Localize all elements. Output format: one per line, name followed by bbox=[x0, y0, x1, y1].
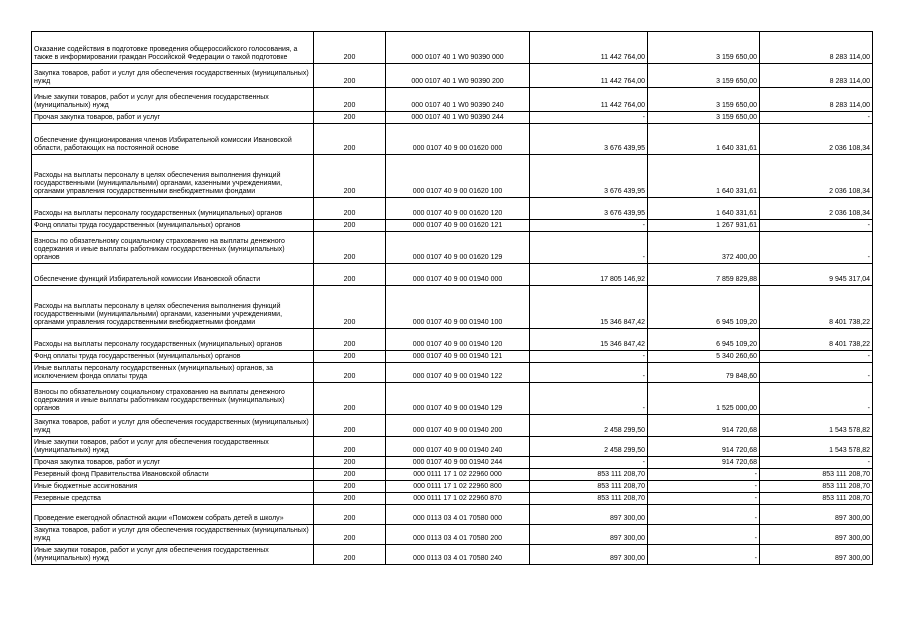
approved-amount: - bbox=[530, 457, 648, 469]
table-row bbox=[32, 112, 873, 124]
line-code: 200 bbox=[314, 481, 386, 493]
unexecuted-amount: - bbox=[760, 232, 873, 264]
unexecuted-amount: - bbox=[760, 363, 873, 383]
executed-amount: 914 720,68 bbox=[648, 415, 760, 437]
table-row bbox=[32, 383, 873, 415]
approved-amount: 897 300,00 bbox=[530, 545, 648, 565]
executed-amount: - bbox=[648, 481, 760, 493]
unexecuted-amount: 853 111 208,70 bbox=[760, 493, 873, 505]
item-name: Расходы на выплаты персоналу в целях обеспечения выполнения функций государственными (муниципальными) органами, казенными учреждениями, органами управления государственными внебюджетными фондами bbox=[32, 286, 314, 329]
line-code: 200 bbox=[314, 88, 386, 112]
unexecuted-amount: 8 401 738,22 bbox=[760, 286, 873, 329]
table-row bbox=[32, 363, 873, 383]
budget-classification-code: 000 0113 03 4 01 70580 240 bbox=[386, 545, 530, 565]
executed-amount: 3 159 650,00 bbox=[648, 112, 760, 124]
executed-amount: 1 267 931,61 bbox=[648, 220, 760, 232]
executed-amount: - bbox=[648, 493, 760, 505]
executed-amount: 3 159 650,00 bbox=[648, 32, 760, 64]
budget-classification-code: 000 0107 40 9 00 01940 240 bbox=[386, 437, 530, 457]
line-code: 200 bbox=[314, 220, 386, 232]
item-name: Расходы на выплаты персоналу государственных (муниципальных) органов bbox=[32, 329, 314, 351]
line-code: 200 bbox=[314, 232, 386, 264]
executed-amount: 5 340 260,60 bbox=[648, 351, 760, 363]
item-name: Прочая закупка товаров, работ и услуг bbox=[32, 457, 314, 469]
unexecuted-amount: 8 283 114,00 bbox=[760, 88, 873, 112]
item-name: Закупка товаров, работ и услуг для обеспечения государственных (муниципальных) нужд bbox=[32, 64, 314, 88]
budget-classification-code: 000 0107 40 9 00 01620 121 bbox=[386, 220, 530, 232]
line-code: 200 bbox=[314, 198, 386, 220]
table-row bbox=[32, 545, 873, 565]
table-row bbox=[32, 493, 873, 505]
item-name: Иные бюджетные ассигнования bbox=[32, 481, 314, 493]
unexecuted-amount: - bbox=[760, 112, 873, 124]
executed-amount: 7 859 829,88 bbox=[648, 264, 760, 286]
unexecuted-amount: 2 036 108,34 bbox=[760, 155, 873, 198]
item-name: Взносы по обязательному социальному страхованию на выплаты денежного содержания и иные выплаты работникам государственных (муниципальных) органов bbox=[32, 383, 314, 415]
unexecuted-amount: 8 401 738,22 bbox=[760, 329, 873, 351]
approved-amount: - bbox=[530, 232, 648, 264]
item-name: Оказание содействия в подготовке проведения общероссийского голосования, а также в информировании граждан Российской Федерации о такой подготовке bbox=[32, 32, 314, 64]
item-name: Иные закупки товаров, работ и услуг для обеспечения государственных (муниципальных) нужд bbox=[32, 88, 314, 112]
item-name: Иные выплаты персоналу государственных (муниципальных) органов, за исключением фонда оплаты труда bbox=[32, 363, 314, 383]
budget-classification-code: 000 0107 40 9 00 01940 000 bbox=[386, 264, 530, 286]
table-row bbox=[32, 329, 873, 351]
unexecuted-amount: 853 111 208,70 bbox=[760, 481, 873, 493]
approved-amount: 3 676 439,95 bbox=[530, 155, 648, 198]
table-row bbox=[32, 437, 873, 457]
table-row bbox=[32, 351, 873, 363]
approved-amount: - bbox=[530, 383, 648, 415]
unexecuted-amount: 9 945 317,04 bbox=[760, 264, 873, 286]
approved-amount: - bbox=[530, 351, 648, 363]
executed-amount: 1 640 331,61 bbox=[648, 155, 760, 198]
line-code: 200 bbox=[314, 329, 386, 351]
budget-classification-code: 000 0107 40 1 W0 90390 000 bbox=[386, 32, 530, 64]
item-name: Взносы по обязательному социальному страхованию на выплаты денежного содержания и иные выплаты работникам государственных (муниципальных) органов bbox=[32, 232, 314, 264]
unexecuted-amount: - bbox=[760, 383, 873, 415]
unexecuted-amount: 8 283 114,00 bbox=[760, 64, 873, 88]
budget-classification-code: 000 0107 40 9 00 01620 129 bbox=[386, 232, 530, 264]
line-code: 200 bbox=[314, 383, 386, 415]
budget-classification-code: 000 0113 03 4 01 70580 000 bbox=[386, 505, 530, 525]
executed-amount: 914 720,68 bbox=[648, 437, 760, 457]
executed-amount: - bbox=[648, 505, 760, 525]
executed-amount: 3 159 650,00 bbox=[648, 88, 760, 112]
table-row bbox=[32, 232, 873, 264]
budget-classification-code: 000 0107 40 9 00 01940 120 bbox=[386, 329, 530, 351]
approved-amount: 2 458 299,50 bbox=[530, 415, 648, 437]
table-row bbox=[32, 124, 873, 155]
table-row bbox=[32, 481, 873, 493]
budget-classification-code: 000 0107 40 1 W0 90390 240 bbox=[386, 88, 530, 112]
item-name: Обеспечение функций Избирательной комиссии Ивановской области bbox=[32, 264, 314, 286]
item-name: Резервные средства bbox=[32, 493, 314, 505]
item-name: Закупка товаров, работ и услуг для обеспечения государственных (муниципальных) нужд bbox=[32, 415, 314, 437]
executed-amount: 6 945 109,20 bbox=[648, 329, 760, 351]
budget-classification-code: 000 0107 40 9 00 01620 120 bbox=[386, 198, 530, 220]
approved-amount: - bbox=[530, 112, 648, 124]
line-code: 200 bbox=[314, 363, 386, 383]
table-row bbox=[32, 469, 873, 481]
approved-amount: 3 676 439,95 bbox=[530, 124, 648, 155]
unexecuted-amount: 2 036 108,34 bbox=[760, 124, 873, 155]
approved-amount: 853 111 208,70 bbox=[530, 481, 648, 493]
line-code: 200 bbox=[314, 525, 386, 545]
executed-amount: - bbox=[648, 545, 760, 565]
line-code: 200 bbox=[314, 493, 386, 505]
line-code: 200 bbox=[314, 286, 386, 329]
budget-table-body bbox=[32, 32, 873, 565]
budget-classification-code: 000 0111 17 1 02 22960 800 bbox=[386, 481, 530, 493]
item-name: Фонд оплаты труда государственных (муниципальных) органов bbox=[32, 220, 314, 232]
budget-classification-code: 000 0113 03 4 01 70580 200 bbox=[386, 525, 530, 545]
approved-amount: 11 442 764,00 bbox=[530, 88, 648, 112]
budget-classification-code: 000 0111 17 1 02 22960 000 bbox=[386, 469, 530, 481]
unexecuted-amount: 2 036 108,34 bbox=[760, 198, 873, 220]
budget-classification-code: 000 0107 40 9 00 01940 244 bbox=[386, 457, 530, 469]
item-name: Проведение ежегодной областной акции «Поможем собрать детей в школу» bbox=[32, 505, 314, 525]
budget-classification-code: 000 0107 40 9 00 01940 122 bbox=[386, 363, 530, 383]
approved-amount: 11 442 764,00 bbox=[530, 64, 648, 88]
approved-amount: - bbox=[530, 220, 648, 232]
table-row bbox=[32, 198, 873, 220]
budget-classification-code: 000 0107 40 9 00 01940 200 bbox=[386, 415, 530, 437]
line-code: 200 bbox=[314, 112, 386, 124]
unexecuted-amount: - bbox=[760, 351, 873, 363]
item-name: Иные закупки товаров, работ и услуг для обеспечения государственных (муниципальных) нужд bbox=[32, 437, 314, 457]
executed-amount: 914 720,68 bbox=[648, 457, 760, 469]
line-code: 200 bbox=[314, 545, 386, 565]
table-row bbox=[32, 505, 873, 525]
line-code: 200 bbox=[314, 32, 386, 64]
line-code: 200 bbox=[314, 124, 386, 155]
item-name: Закупка товаров, работ и услуг для обеспечения государственных (муниципальных) нужд bbox=[32, 525, 314, 545]
approved-amount: 897 300,00 bbox=[530, 505, 648, 525]
unexecuted-amount: 897 300,00 bbox=[760, 545, 873, 565]
executed-amount: 1 640 331,61 bbox=[648, 124, 760, 155]
table-row bbox=[32, 286, 873, 329]
unexecuted-amount: 1 543 578,82 bbox=[760, 415, 873, 437]
table-row bbox=[32, 457, 873, 469]
executed-amount: 1 640 331,61 bbox=[648, 198, 760, 220]
item-name: Резервный фонд Правительства Ивановской области bbox=[32, 469, 314, 481]
line-code: 200 bbox=[314, 505, 386, 525]
line-code: 200 bbox=[314, 155, 386, 198]
unexecuted-amount: - bbox=[760, 220, 873, 232]
line-code: 200 bbox=[314, 415, 386, 437]
unexecuted-amount: 853 111 208,70 bbox=[760, 469, 873, 481]
approved-amount: 853 111 208,70 bbox=[530, 469, 648, 481]
approved-amount: - bbox=[530, 363, 648, 383]
line-code: 200 bbox=[314, 264, 386, 286]
approved-amount: 15 346 847,42 bbox=[530, 286, 648, 329]
unexecuted-amount: 897 300,00 bbox=[760, 505, 873, 525]
executed-amount: 372 400,00 bbox=[648, 232, 760, 264]
approved-amount: 897 300,00 bbox=[530, 525, 648, 545]
line-code: 200 bbox=[314, 457, 386, 469]
approved-amount: 3 676 439,95 bbox=[530, 198, 648, 220]
line-code: 200 bbox=[314, 64, 386, 88]
approved-amount: 2 458 299,50 bbox=[530, 437, 648, 457]
approved-amount: 17 805 146,92 bbox=[530, 264, 648, 286]
unexecuted-amount: 1 543 578,82 bbox=[760, 437, 873, 457]
budget-classification-code: 000 0107 40 9 00 01620 000 bbox=[386, 124, 530, 155]
table-row bbox=[32, 525, 873, 545]
approved-amount: 11 442 764,00 bbox=[530, 32, 648, 64]
item-name: Иные закупки товаров, работ и услуг для обеспечения государственных (муниципальных) нужд bbox=[32, 545, 314, 565]
budget-classification-code: 000 0107 40 9 00 01620 100 bbox=[386, 155, 530, 198]
table-row bbox=[32, 415, 873, 437]
executed-amount: 6 945 109,20 bbox=[648, 286, 760, 329]
budget-classification-code: 000 0107 40 9 00 01940 121 bbox=[386, 351, 530, 363]
table-row bbox=[32, 155, 873, 198]
budget-classification-code: 000 0111 17 1 02 22960 870 bbox=[386, 493, 530, 505]
budget-table bbox=[31, 31, 873, 565]
item-name: Расходы на выплаты персоналу в целях обеспечения выполнения функций государственными (муниципальными) органами, казенными учреждениями, органами управления государственными внебюджетными фондами bbox=[32, 155, 314, 198]
budget-classification-code: 000 0107 40 1 W0 90390 244 bbox=[386, 112, 530, 124]
line-code: 200 bbox=[314, 351, 386, 363]
item-name: Фонд оплаты труда государственных (муниципальных) органов bbox=[32, 351, 314, 363]
table-row bbox=[32, 264, 873, 286]
budget-classification-code: 000 0107 40 9 00 01940 129 bbox=[386, 383, 530, 415]
executed-amount: 1 525 000,00 bbox=[648, 383, 760, 415]
budget-classification-code: 000 0107 40 9 00 01940 100 bbox=[386, 286, 530, 329]
unexecuted-amount: 8 283 114,00 bbox=[760, 32, 873, 64]
approved-amount: 853 111 208,70 bbox=[530, 493, 648, 505]
executed-amount: - bbox=[648, 525, 760, 545]
unexecuted-amount: 897 300,00 bbox=[760, 525, 873, 545]
table-row bbox=[32, 88, 873, 112]
executed-amount: 79 848,60 bbox=[648, 363, 760, 383]
table-row bbox=[32, 32, 873, 64]
approved-amount: 15 346 847,42 bbox=[530, 329, 648, 351]
line-code: 200 bbox=[314, 469, 386, 481]
line-code: 200 bbox=[314, 437, 386, 457]
unexecuted-amount: - bbox=[760, 457, 873, 469]
executed-amount: - bbox=[648, 469, 760, 481]
item-name: Расходы на выплаты персоналу государственных (муниципальных) органов bbox=[32, 198, 314, 220]
item-name: Прочая закупка товаров, работ и услуг bbox=[32, 112, 314, 124]
item-name: Обеспечение функционирования членов Избирательной комиссии Ивановской области, работающих на постоянной основе bbox=[32, 124, 314, 155]
executed-amount: 3 159 650,00 bbox=[648, 64, 760, 88]
table-row bbox=[32, 220, 873, 232]
budget-classification-code: 000 0107 40 1 W0 90390 200 bbox=[386, 64, 530, 88]
table-row bbox=[32, 64, 873, 88]
